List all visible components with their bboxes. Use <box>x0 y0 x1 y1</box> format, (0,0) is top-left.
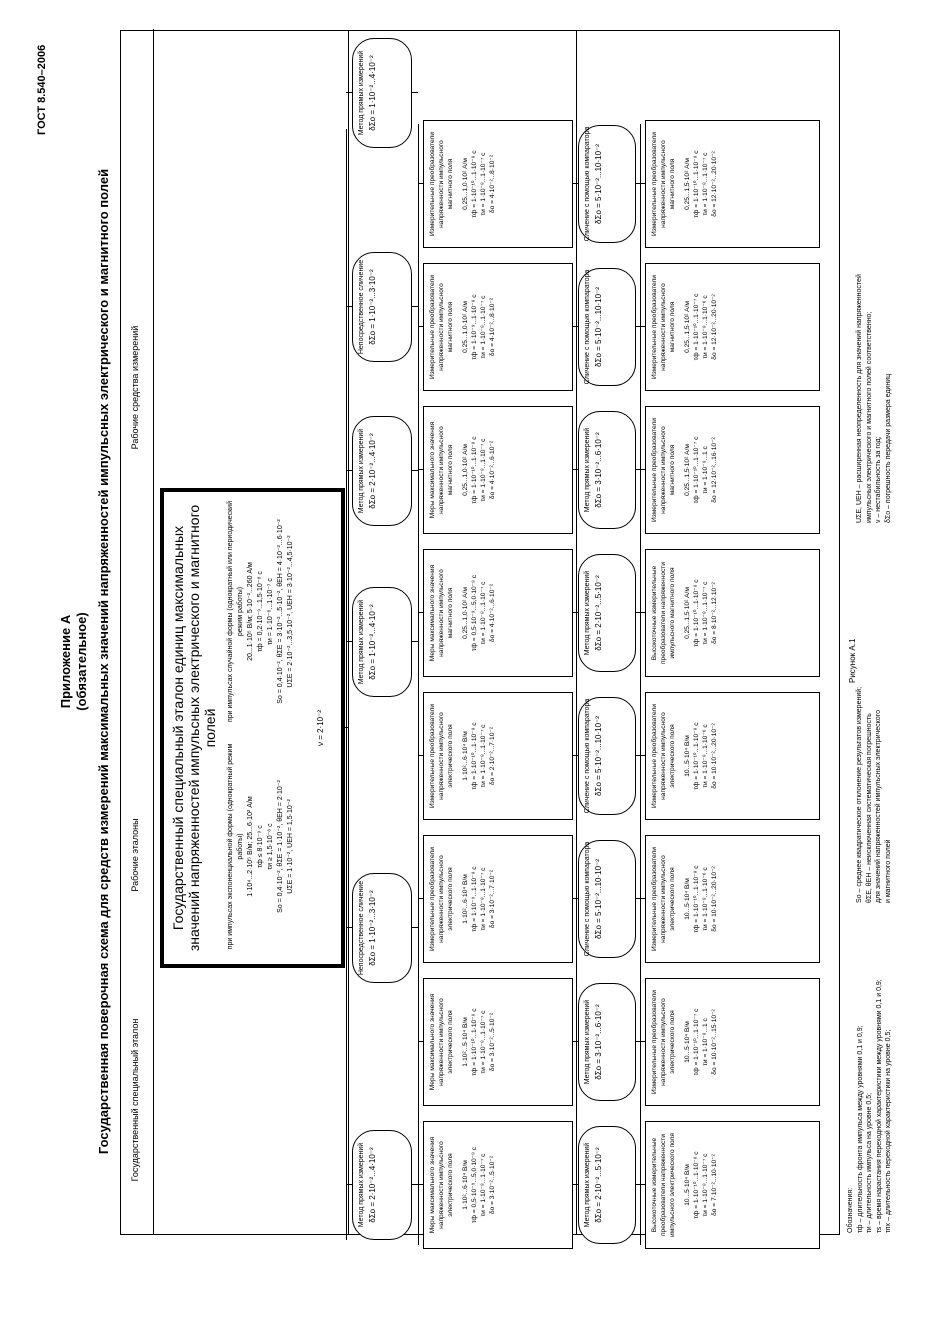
box-param: τи = 1·10⁻⁸...1 с <box>702 446 709 494</box>
band-label-working-standards: Рабочие эталоны <box>130 818 140 892</box>
box-param: τи = 1·10⁻⁸...1·10⁻⁷ с <box>480 1153 487 1217</box>
box-param: τи = 1·10⁻⁸...1·10⁻⁷ с <box>480 152 487 216</box>
box-param: 1·10²...6·10⁴ В/м <box>462 874 469 924</box>
connector-line <box>636 469 645 470</box>
box-param: δо = 8·10⁻²...12·10⁻² <box>711 582 718 644</box>
working-instrument-box <box>645 978 820 1106</box>
box-param: τф = 1·10⁻¹⁰...1·10⁻⁸ с <box>693 579 700 647</box>
state-etalon-box <box>160 488 345 968</box>
method-delta: δΣо = 1·10⁻²...3·10⁻² <box>368 890 377 966</box>
connector-line <box>636 326 645 327</box>
box-param: τи = 1·10⁻⁸...1·10⁻⁷ с <box>480 867 487 931</box>
appendix-status: (обязательное) <box>74 612 89 711</box>
etalon-electric-lines <box>246 739 296 954</box>
working-standard-box <box>423 835 573 963</box>
box-param: τи = 1·10⁻⁸...1·10⁻⁷ с <box>480 1010 487 1074</box>
box-param: 1·10²...6·10⁴ В/м <box>462 731 469 781</box>
etalon-electric <box>226 739 296 954</box>
box-param: τф = 1·10⁻¹⁰...1·10⁻⁷ с <box>693 1008 700 1076</box>
box-param: 10...5·10⁴ В/м <box>684 878 691 920</box>
box-param: δо = 3·10⁻²...5·10⁻² <box>489 1155 496 1215</box>
box-param: τи = 1·10⁻⁸...1·10⁻⁶ с <box>702 295 709 359</box>
method-name: Метод прямых измерений <box>358 428 365 514</box>
working-standard-box <box>423 978 573 1106</box>
band-label-working-instruments: Рабочие средства измерений <box>130 325 140 450</box>
working-standard-box <box>423 692 573 820</box>
box-param: δо = 12·10⁻²...16·10⁻² <box>711 437 718 503</box>
box-param: δо = 4·10⁻²...8·10⁻² <box>489 154 496 214</box>
connector-line <box>636 898 645 899</box>
box-name: Высокоточные измерительные преобразователи напряженности импульсного магнитного поля <box>651 562 676 665</box>
method-name: Сличение с помощью компаратора <box>584 698 591 814</box>
working-standard-box <box>423 1121 573 1249</box>
box-param: τф = 1·10⁻¹⁰...1·10⁻⁸ с <box>693 722 700 790</box>
method-oval-top <box>352 1130 412 1240</box>
method-delta: δΣо = 1·10⁻²...4·10⁻² <box>368 55 377 131</box>
method-delta: δΣо = 2·10⁻²...4·10⁻² <box>368 1147 377 1223</box>
box-param: δо = 12·10⁻²...20·10⁻² <box>711 294 718 360</box>
legend <box>855 603 893 903</box>
working-instrument-box <box>645 263 820 391</box>
box-param: τф = 1·10⁻¹⁰...1·10⁻⁸ с <box>693 1151 700 1219</box>
legend-heading: Обозначения: <box>847 1187 854 1233</box>
legend-item: импульсных электрического и магнитного полей соответственно; <box>865 311 873 523</box>
method-delta: δΣо = 5·10⁻²...10·10⁻² <box>594 287 603 367</box>
box-name: Измерительные преобразователи напряженности импульсного магнитного поля <box>651 418 676 522</box>
box-param: τф = 1·10⁻¹⁰...1·10⁻⁸ с <box>693 150 700 218</box>
box-param: τи = 1·10⁻⁸...1·10⁻⁷ с <box>702 152 709 216</box>
method-oval-bottom <box>578 554 636 672</box>
box-param: 1·10²...6·10⁴ В/м <box>462 1160 469 1210</box>
etalon-nu: ν = 2·10⁻² <box>316 710 325 747</box>
method-delta: δΣо = 5·10⁻²...10·10⁻² <box>594 716 603 796</box>
method-name: Сличение с помощью компаратора <box>584 126 591 242</box>
box-param: 0,25...1,5·10² А/м <box>684 301 691 353</box>
working-instrument-box <box>645 1121 820 1249</box>
box-param: 0,25...1,5·10² А/м <box>684 444 691 496</box>
etalon-electric-line: τи ≥ 1,5·10⁻⁶ с <box>267 823 274 870</box>
etalon-magnetic-head: при импульсах случайной формы (однократный или периодический режим работы) <box>227 501 244 723</box>
method-name: Метод прямых измерений <box>358 50 365 136</box>
box-name: Меры максимального значения напряженности импульсного магнитного поля <box>429 564 454 662</box>
scheme-title: Государственная поверочная схема для средств измерений максимальных значений напряженностей импульсных электрического и магнитного полей <box>96 168 111 1155</box>
box-param: δо = 3·10⁻²...5·10⁻² <box>489 1012 496 1072</box>
box-param: 0,25...1,0·10² А/м <box>462 587 469 639</box>
connector-line <box>636 1041 645 1042</box>
working-instrument-box <box>645 835 820 963</box>
method-delta: δΣо = 1·10⁻²...3·10⁻² <box>368 269 377 345</box>
box-name: Измерительные преобразователи напряженности импульсного магнитного поля <box>651 132 676 236</box>
etalon-electric-line: UΣЕ = 1·10⁻², UEH = 1,5·10⁻² <box>287 799 294 894</box>
working-standard-box <box>423 263 573 391</box>
box-param: δо = 4·10⁻²...6·10⁻² <box>489 583 496 643</box>
box-param: τи = 1·10⁻⁸...1 с <box>702 1018 709 1066</box>
method-delta: δΣо = 2·10⁻²...5·10⁻² <box>594 1147 603 1223</box>
box-param: τф = 1·10⁻¹⁰...1·10⁻⁷ с <box>693 436 700 504</box>
method-delta: δΣо = 5·10⁻²...10·10⁻² <box>594 859 603 939</box>
standard-number: ГОСТ 8.540–2006 <box>36 44 48 135</box>
working-standard-box <box>423 120 573 248</box>
box-param: δо = 10·10⁻²...20·10⁻² <box>711 723 718 789</box>
box-param: 0,25...1,5·10² А/м <box>684 587 691 639</box>
method-name: Метод прямых измерений <box>584 999 591 1085</box>
box-name: Меры максимального значения напряженности импульсного электрического поля <box>429 1136 454 1234</box>
legend <box>855 163 893 523</box>
box-param: 0,25...1,0·10² А/м <box>462 158 469 210</box>
box-param: τф = 1·10⁻¹⁰...1·10⁻⁸ с <box>471 722 478 790</box>
method-oval-top <box>352 38 412 148</box>
band-divider <box>576 30 577 1235</box>
legend-item: τи – длительность импульса на уровне 0,5; <box>866 1092 873 1233</box>
method-oval-top <box>352 416 412 526</box>
box-name: Высокоточные измерительные преобразователи напряженности импульсного электрического поля <box>651 1133 676 1237</box>
method-name: Сличение с помощью компаратора <box>584 841 591 957</box>
connector-line <box>418 124 419 1245</box>
legend-item: τф – длительность фронта импульса между уровнями 0,1 и 0,9; <box>856 1025 864 1233</box>
appendix-title: Приложение А <box>58 614 73 709</box>
method-name: Непосредственное сличение <box>358 259 365 355</box>
legend-item: для значений напряженностей импульсных электрического <box>875 710 882 903</box>
legend-item: UΣЕ, UEH – расширенная неопределенность для значений напряженностей <box>856 274 863 523</box>
band-label-state: Государственный специальный эталон <box>130 1018 140 1182</box>
box-name: Измерительные преобразователи напряженности импульсного магнитного поля <box>429 132 454 236</box>
box-param: 0,25...1,5·10² А/м <box>684 158 691 210</box>
box-param: δо = 10·10⁻²...20·10⁻² <box>711 866 718 932</box>
etalon-magnetic-line: Sо = 0,4·10⁻², θΣЕ = 3·10⁻²...5·10⁻², θEH = 4·10⁻²...6·10⁻² <box>277 519 284 704</box>
etalon-magnetic-line: τи = 1·10⁻⁸...1·10⁻⁷ с <box>267 578 274 645</box>
box-param: τи = 1·10⁻⁸...1·10⁻⁷ с <box>702 1153 709 1217</box>
box-param: τи = 1·10⁻⁸...1·10⁻⁷ с <box>480 438 487 502</box>
connector-line <box>636 755 645 756</box>
box-name: Измерительные преобразователи напряженности импульсного электрического поля <box>429 704 454 808</box>
box-param: δо = 10·10⁻²...15·10⁻² <box>711 1009 718 1075</box>
box-param: δо = 3·10⁻²...7·10⁻² <box>489 869 496 929</box>
method-delta: δΣо = 2·10⁻²...5·10⁻² <box>594 575 603 651</box>
box-param: δо = 12·10⁻²...20·10⁻² <box>711 151 718 217</box>
box-param: τи = 1·10⁻⁸...1·10⁻⁷ с <box>480 581 487 645</box>
working-instrument-box <box>645 692 820 820</box>
legend-item: ν – нестабильность за год; <box>875 436 882 523</box>
box-param: τи = 1·10⁻⁸...1·10⁻⁷ с <box>480 724 487 788</box>
box-param: τи = 1·10⁻⁸...1·10⁻⁶ с <box>702 867 709 931</box>
box-param: δо = 7·10⁻²...10·10⁻² <box>711 1154 718 1216</box>
box-param: τи = 1·10⁻⁸...1·10⁻⁷ с <box>480 295 487 359</box>
method-delta: δΣо = 5·10⁻²...10·10⁻² <box>594 144 603 224</box>
legend-item: δΣо – погрешность передачи размера единиц <box>884 373 892 523</box>
legend-item: τпх – длительность переходной характеристики на уровне 0,5; <box>885 1029 892 1233</box>
method-oval-bottom <box>578 983 636 1101</box>
box-param: 0,25...1,0·10² А/м <box>462 444 469 496</box>
band-divider <box>348 30 349 1235</box>
method-delta: δΣо = 2·10⁻²...4·10⁻² <box>368 433 377 509</box>
box-param: 10...5·10⁴ В/м <box>684 1164 691 1206</box>
box-name: Меры максимального значения напряженности импульсного электрического поля <box>429 993 454 1091</box>
legend-item: и магнитного полей <box>884 839 892 903</box>
connector-line <box>636 183 645 184</box>
method-oval-top <box>352 587 412 697</box>
etalon-magnetic-lines <box>246 499 296 724</box>
box-param: δо = 2·10⁻²...7·10⁻² <box>489 726 496 786</box>
connector-line <box>636 1184 645 1185</box>
box-param: τф = 0,5·10⁻⁹...5,0·10⁻⁸ с <box>471 1146 478 1224</box>
working-instrument-box <box>645 120 820 248</box>
connector-line <box>346 129 347 1240</box>
connector-line <box>640 124 641 1245</box>
box-param: τф = 1·10⁻¹⁰...1·10⁻⁸ с <box>471 1008 478 1076</box>
legend-item: Sо – среднее квадратическое отклонение результатов измерений; <box>856 686 863 903</box>
box-param: τф = 1·10⁻⁹...1·10⁻⁸ с <box>471 294 478 360</box>
box-param: 1·10²...5·10⁴ В/м <box>462 1017 469 1067</box>
box-param: τи = 1·10⁻⁸...1·10⁻⁶ с <box>702 724 709 788</box>
legend-item: τs – время нарастания переходной характеристики между уровнями 0,1 и 0,9; <box>875 979 883 1233</box>
working-instrument-box <box>645 549 820 677</box>
working-standard-box <box>423 406 573 534</box>
method-name: Метод прямых измерений <box>584 570 591 656</box>
box-name: Измерительные преобразователи напряженности импульсного электрического поля <box>429 847 454 951</box>
method-oval-bottom <box>578 268 636 386</box>
method-delta: δΣо = 3·10⁻²...6·10⁻² <box>594 432 603 508</box>
method-name: Метод прямых измерений <box>358 599 365 685</box>
box-param: τи = 1·10⁻⁸...1·10⁻⁷ с <box>702 581 709 645</box>
method-oval-top <box>352 873 412 983</box>
method-oval-top <box>352 252 412 362</box>
box-param: 10...5·10⁴ В/м <box>684 1021 691 1063</box>
method-oval-bottom <box>578 125 636 243</box>
method-name: Непосредственное сличение <box>358 880 365 976</box>
box-name: Измерительные преобразователи напряженности импульсного магнитного поля <box>651 275 676 379</box>
method-name: Метод прямых измерений <box>584 1142 591 1228</box>
etalon-title: Государственный специальный эталон единиц максимальных значений напряженностей импульсных электрического и магнитного полей <box>170 504 218 952</box>
method-delta: δΣо = 1·10⁻²...4·10⁻² <box>368 604 377 680</box>
box-param: τф = 1·10⁻⁹...1·10⁻⁸ с <box>471 866 478 932</box>
method-oval-bottom <box>578 1126 636 1244</box>
box-param: τф = 1·10⁻¹⁰...1·10⁻⁷ с <box>693 293 700 361</box>
etalon-magnetic <box>226 499 296 724</box>
method-name: Метод прямых измерений <box>584 427 591 513</box>
method-oval-bottom <box>578 697 636 815</box>
etalon-electric-line: 1·10⁴...2·10⁵ В/м; 25...6·10² А/м <box>247 796 254 897</box>
figure-caption: Рисунок А.1 <box>848 638 857 683</box>
working-standard-box <box>423 549 573 677</box>
box-param: τф = 1·10⁻¹⁰...1·10⁻⁸ с <box>471 150 478 218</box>
connector-line <box>345 727 349 728</box>
box-name: Измерительные преобразователи напряженности импульсного электрического поля <box>651 704 676 808</box>
legend-item: θΣЕ, θEH – неисключенная систематическая погрешность <box>865 713 873 903</box>
method-name: Метод прямых измерений <box>358 1142 365 1228</box>
etalon-magnetic-line: τф = 0,2·10⁻⁹...1,5·10⁻⁸ с <box>257 571 264 652</box>
box-param: τф = 0,5·10⁻⁹...5,0·10⁻⁸ с <box>471 574 478 652</box>
legend <box>846 933 894 1233</box>
method-oval-bottom <box>578 840 636 958</box>
method-delta: δΣо = 3·10⁻²...6·10⁻² <box>594 1004 603 1080</box>
etalon-electric-head: при импульсах экспоненциальной формы (однократный режим работы) <box>227 743 244 950</box>
etalon-electric-line: τф ≤ 8·10⁻⁹ с <box>257 825 264 868</box>
etalon-magnetic-line: UΣЕ = 2·10⁻²...3,5·10⁻², UEH = 3·10⁻²...4,5·10⁻² <box>287 535 294 688</box>
etalon-magnetic-line: 20...1·10⁵ В/м; 5·10⁻²...260 А/м <box>247 562 254 661</box>
box-name: Измерительные преобразователи напряженности импульсного электрического поля <box>651 847 676 951</box>
box-param: δо = 4·10⁻²...6·10⁻² <box>489 440 496 500</box>
box-param: τф = 1·10⁻¹⁰...1·10⁻⁸ с <box>693 865 700 933</box>
box-param: δо = 4·10⁻²...8·10⁻² <box>489 297 496 357</box>
box-param: τф = 1·10⁻¹⁰...1·10⁻⁸ с <box>471 436 478 504</box>
box-param: 10...5·10⁴ В/м <box>684 735 691 777</box>
box-name: Измерительные преобразователи напряженности импульсного электрического поля <box>651 990 676 1094</box>
method-name: Сличение с помощью компаратора <box>584 269 591 385</box>
box-name: Измерительные преобразователи напряженности импульсного магнитного поля <box>429 275 454 379</box>
etalon-electric-line: Sо = 0,4·10⁻², θΣЕ = 1·10⁻², θEH = 2·10⁻² <box>277 780 284 913</box>
method-oval-bottom <box>578 411 636 529</box>
connector-line <box>636 612 645 613</box>
working-instrument-box <box>645 406 820 534</box>
box-param: 0,25...1,0·10² А/м <box>462 301 469 353</box>
box-name: Меры максимального значения напряженности импульсного магнитного поля <box>429 421 454 519</box>
